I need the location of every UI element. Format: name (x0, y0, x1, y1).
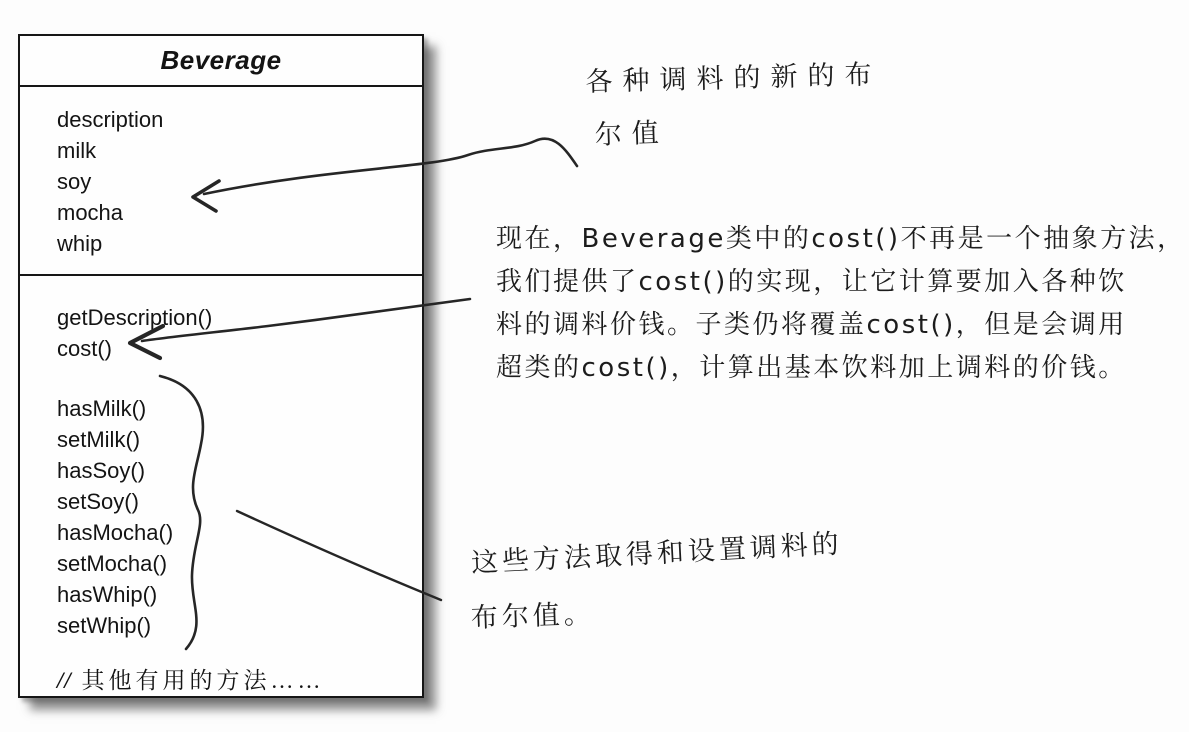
attribute-description: description (57, 107, 164, 133)
comment-slashes: // (57, 668, 72, 693)
class-methods-section (20, 276, 422, 696)
method-setmilk: setMilk() (57, 427, 141, 452)
method-haswhip: hasWhip() (57, 582, 158, 607)
cost-note-line3: 料的调料价钱。子类仍将覆盖cost()，但是会调用 (496, 310, 1127, 340)
class-title: Beverage (20, 36, 422, 87)
method-setmocha: setMocha() (57, 551, 168, 576)
cost-note-paragraph (496, 218, 1186, 390)
cost-note-line2: 我们提供了cost()的实现，让它计算要加入各种饮 (496, 267, 1127, 297)
cost-note-line4: 超类的cost()，计算出基本饮料加上调料的价钱。 (496, 353, 1127, 383)
attribute-whip: whip (57, 231, 103, 257)
boolean-note-line2: 尔值 (594, 117, 670, 151)
cost-note-line1: 现在，Beverage类中的cost()不再是一个抽象方法， (496, 224, 1186, 254)
comment-text: 其他有用的方法…… (81, 668, 325, 693)
attribute-soy: soy (57, 169, 92, 195)
method-getdescription: getDescription() (57, 305, 213, 330)
method-hasmocha: hasMocha() (57, 520, 174, 545)
method-hassoy: hasSoy() (57, 458, 146, 483)
attribute-milk: milk (57, 138, 97, 164)
method-setsoy: setSoy() (57, 489, 139, 514)
accessor-note-line1: 这些方法取得和设置调料的 (470, 528, 844, 579)
boolean-note-line1: 各种调料的新的布 (585, 59, 882, 98)
method-group-core (57, 302, 422, 364)
method-hasmilk: hasMilk() (57, 396, 147, 421)
uml-class-box-beverage (18, 34, 424, 698)
accessor-note-line2: 布尔值。 (470, 598, 596, 634)
method-setwhip: setWhip() (57, 613, 152, 638)
method-group-condiment-accessors (57, 393, 422, 641)
class-attributes-section (20, 87, 422, 276)
method-cost: cost() (57, 336, 112, 361)
attribute-mocha: mocha (57, 200, 124, 226)
other-methods-comment (57, 665, 422, 696)
